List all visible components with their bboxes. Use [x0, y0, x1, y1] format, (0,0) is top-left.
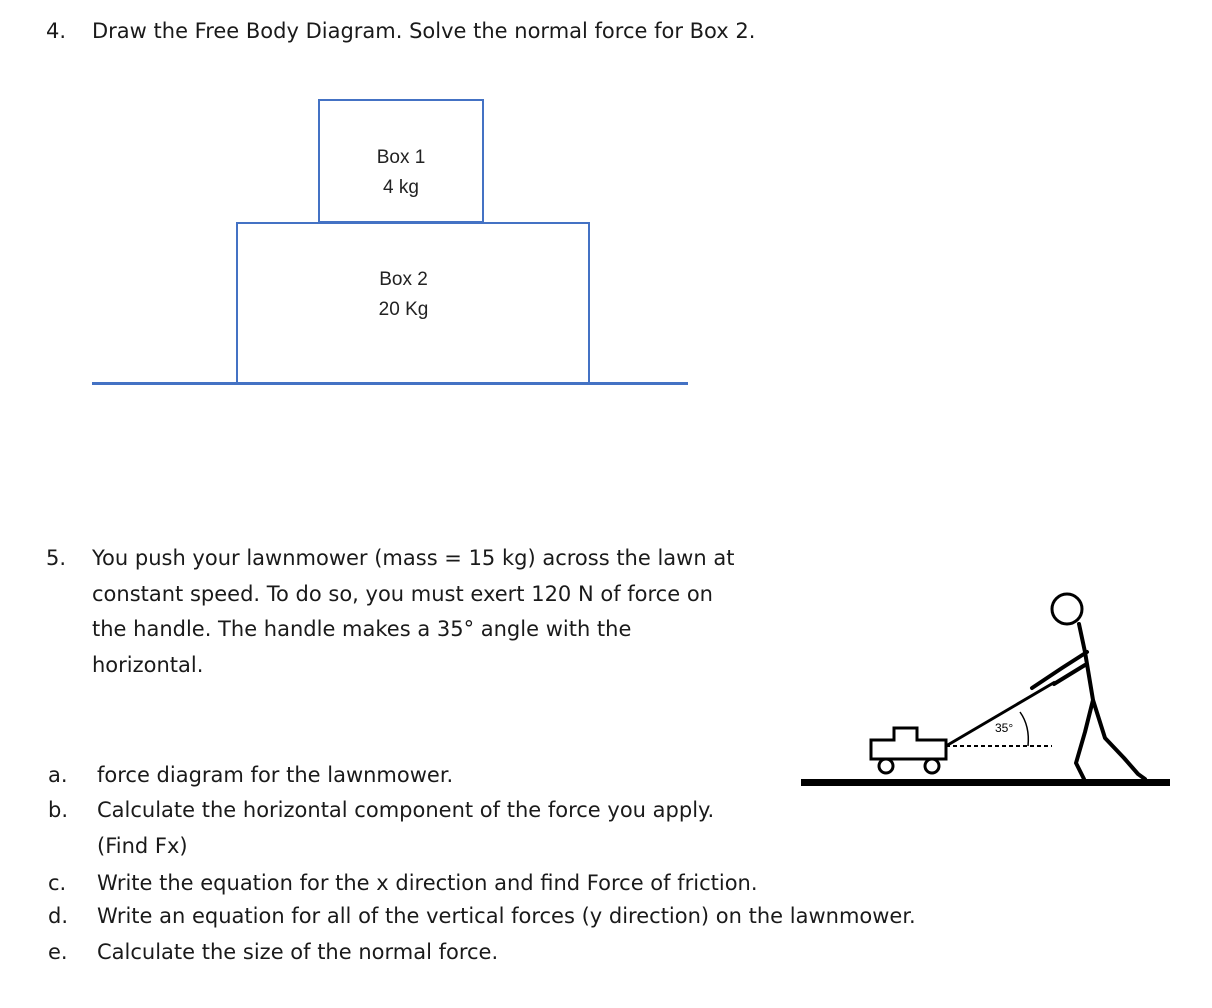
part-e-text: Calculate the size of the normal force. — [97, 940, 499, 964]
part-c-letter: c. — [48, 871, 67, 895]
mower-body-icon — [871, 728, 946, 759]
part-b-letter: b. — [48, 798, 69, 822]
person-head-icon — [1052, 594, 1082, 624]
part-e-letter: e. — [48, 940, 68, 964]
ground-line — [92, 382, 688, 385]
q5-line-1: You push your lawnmower (mass = 15 kg) across the lawn at — [92, 546, 735, 570]
mower-rear-wheel-icon — [879, 759, 893, 773]
part-c-text: Write the equation for the x direction and find Force of friction. — [97, 871, 758, 895]
box-1-mass: 4 kg — [383, 177, 419, 198]
box-2-label — [219, 265, 588, 325]
part-d-letter: d. — [48, 904, 69, 928]
q5-number: 5. — [46, 546, 67, 570]
q4-number: 4. — [46, 19, 67, 43]
part-a-letter: a. — [48, 763, 68, 787]
lawnmower-illustration — [800, 585, 1172, 790]
mower-handle — [946, 682, 1055, 746]
q5-line-4: horizontal. — [92, 653, 204, 677]
box-1 — [318, 99, 484, 223]
box-1-label — [320, 143, 482, 203]
q4-prompt: Draw the Free Body Diagram. Solve the normal force for Box 2. — [92, 19, 756, 43]
part-d-text: Write an equation for all of the vertical forces (y direction) on the lawnmower. — [97, 904, 916, 928]
box-1-name: Box 1 — [376, 147, 426, 168]
mower-front-wheel-icon — [925, 759, 939, 773]
part-a-text: force diagram for the lawnmower. — [97, 763, 454, 787]
angle-label: 35° — [995, 721, 1014, 735]
box-2 — [236, 222, 590, 384]
box-2-mass: 20 Kg — [378, 299, 429, 320]
lawn-ground — [801, 779, 1170, 786]
box-2-name: Box 2 — [379, 269, 428, 290]
q5-line-2: constant speed. To do so, you must exert 120 N of force on — [92, 582, 713, 606]
angle-arc — [1020, 712, 1028, 746]
person-body-icon — [1032, 624, 1145, 779]
part-b-text-2: (Find Fx) — [97, 834, 188, 858]
q5-line-3: the handle. The handle makes a 35° angle with the — [92, 617, 632, 641]
part-b-text-1: Calculate the horizontal component of the force you apply. — [97, 798, 715, 822]
